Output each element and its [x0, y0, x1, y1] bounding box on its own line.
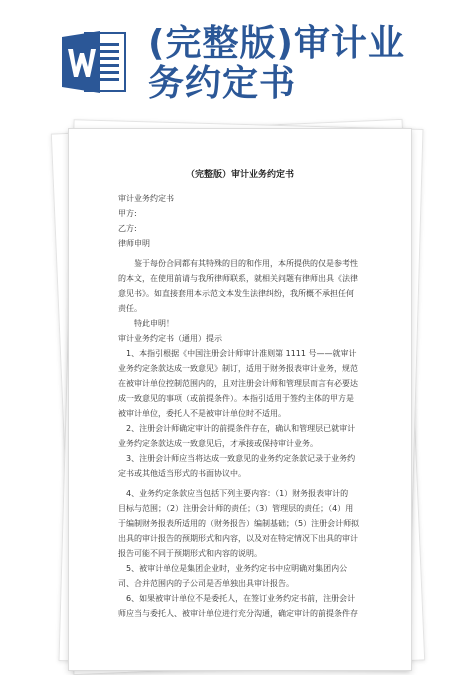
body-line: 3、注册会计师应当将达成一致意见的业务约定条款记录于业务约	[126, 454, 356, 463]
body-line: 6、如果被审计单位不是委托人，在签订业务约定书前，注册会计	[126, 594, 356, 603]
body-line: 在被审计单位控制范围内的，且对注册会计师和管理层而言有必要达	[118, 379, 358, 388]
body-line: 甲方:	[118, 209, 137, 218]
document-page	[68, 128, 412, 671]
body-line: 出具的审计报告的预期形式和内容，以及对在特定情况下出具的审计	[118, 534, 358, 543]
body-line: 业务约定条款达成一致意见》制订，适用于财务报表审计业务，规范	[118, 364, 358, 373]
body-line: 定书或其他适当形式的书面协议中。	[118, 469, 246, 478]
body-line: 审计业务约定书（通用）提示	[118, 334, 222, 343]
body-line: 1、本指引根据《中国注册会计师审计准则第 1111 号——就审计	[126, 349, 357, 358]
body-line: 师应当与委托人、被审计单位进行充分沟通，确定审计的前提条件存	[118, 609, 358, 618]
document-title: （完整版）审计业务约定书	[185, 170, 294, 180]
body-line: 特此申明！	[134, 319, 174, 328]
body-line: 报告可能不同于预期形式和内容的说明。	[118, 549, 262, 558]
header-title-line-2: 务约定书	[148, 63, 297, 104]
body-line: 律师申明	[118, 239, 150, 248]
word-document-icon	[60, 27, 130, 97]
body-line: 乙方:	[118, 224, 137, 233]
body-line: 成一致意见的事项（或前提条件）。本指引适用于签约主体的甲方是	[118, 394, 354, 403]
body-line: 目标与范围；（2）注册会计师的责任；（3）管理层的责任；（4）用	[118, 504, 354, 513]
body-line: 业务约定条款达成一致意见后，才承接或保持审计业务。	[118, 439, 318, 448]
body-line: 被审计单位，委托人不是被审计单位时不适用。	[118, 409, 286, 418]
body-line: 司、合并范围内的子公司是否单独出具审计报告。	[118, 579, 294, 588]
page-header	[0, 0, 474, 118]
body-line: 2、注册会计师确定审计的前提条件存在，确认和管理层已就审计	[126, 424, 356, 433]
body-line: 审计业务约定书	[118, 194, 174, 203]
body-line: 4、业务约定条款应当包括下列主要内容：（1）财务报表审计的	[126, 489, 349, 498]
document-body	[118, 191, 366, 621]
body-line: 意见书》。如直接套用本示范文本发生法律纠纷，我所概不承担任何	[118, 289, 354, 298]
body-line: 5、被审计单位是集团企业时，业务约定书中应明确对集团内公	[126, 564, 348, 573]
body-line: 鉴于每份合同都有其特殊的目的和作用，本所提供的仅是参考性	[134, 259, 358, 268]
body-line: 责任。	[118, 304, 142, 313]
body-line: 于编制财务报表所适用的（财务报告）编制基础；（5）注册会计师拟	[118, 519, 360, 528]
body-line: 的本文，在使用前请与我所律师联系，就相关问题有律师出具《法律	[118, 274, 358, 283]
header-title-line-1: (完整版)审计业	[148, 23, 405, 64]
